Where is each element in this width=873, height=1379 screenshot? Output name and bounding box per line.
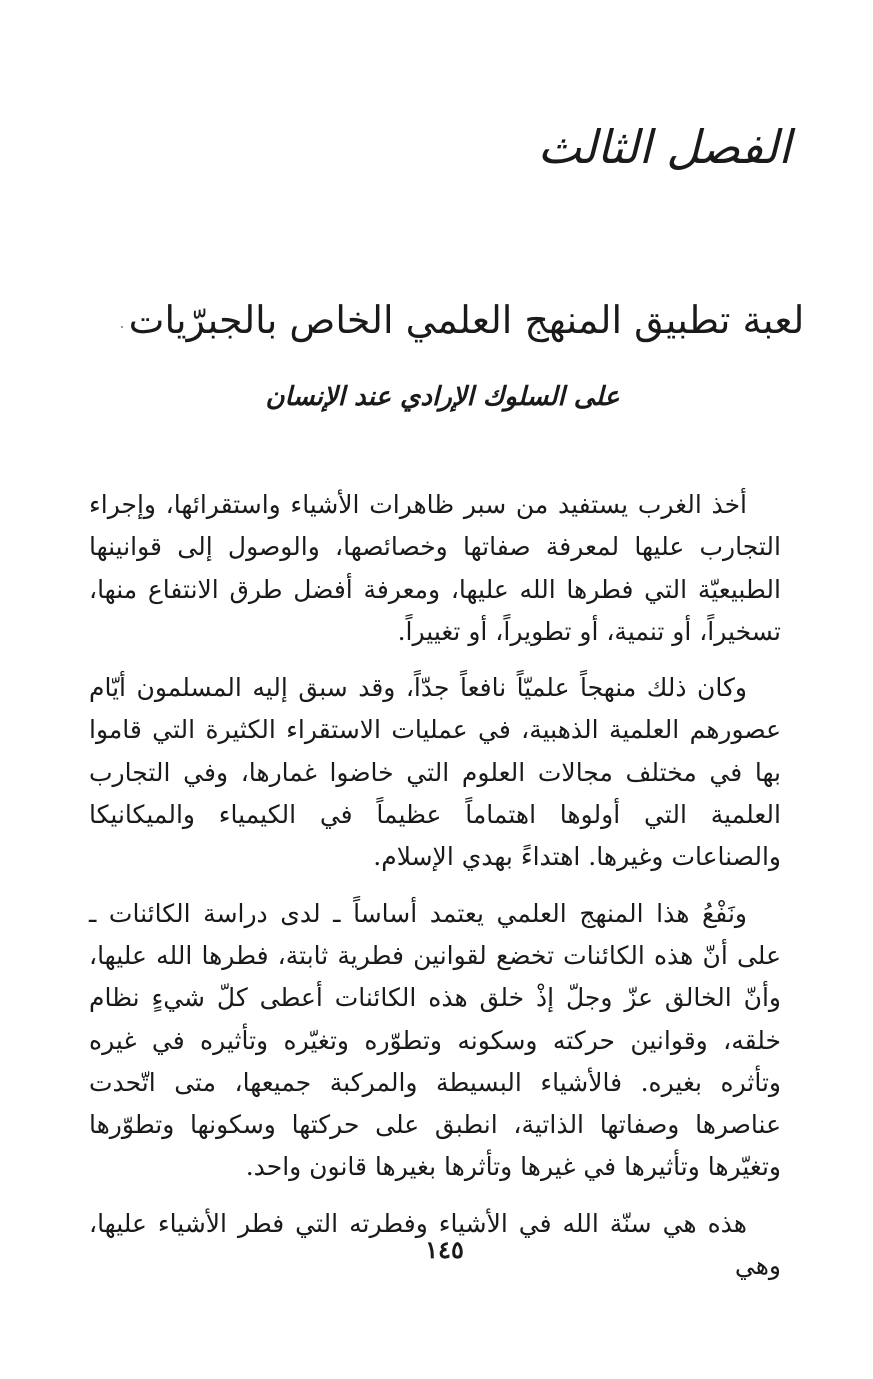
paragraph-3: ونَفْعُ هذا المنهج العلمي يعتمد أساساً ـ لدى دراسة الكائنات ـ على أنّ هذه الكائنات تخضع لقوانين فطرية ثابتة، فطرها الله عليها، وأنّ الخالق عزّ وجلّ إذْ خلق هذه الكائنات أعطى كلّ شيءٍ نظام خلقه، وقوانين حركته وسكونه وتطوّره وتغيّره وتأثيره في غيره وتأثره بغيره. فالأشياء البسيطة والمركبة جميعها، متى اتّحدت عناصرها وصفاتها الذاتية، انطبق على حركتها وسكونها وتطوّرها وتغيّرها وتأثيرها في غيرها وتأثرها بغيرها قانون واحد. bbox=[89, 898, 781, 1182]
paragraph-1: أخذ الغرب يستفيد من سبر ظاهرات الأشياء واستقرائها، وإجراء التجارب عليها لمعرفة صفاتها وخصائصها، والوصول إلى قوانينها الطبيعيّة التي فطرها الله عليها، ومعرفة أفضل طرق الانتفاع منها، تسخيراً، أو تنمية، أو تطويراً، أو تغييراً. bbox=[89, 490, 781, 646]
ink-dot bbox=[121, 326, 123, 328]
chapter-heading: الفصل الثالث bbox=[537, 120, 791, 174]
body-text bbox=[89, 484, 781, 1301]
paragraph-2: وكان ذلك منهجاً علميّاً نافعاً جدّاً، وقد سبق إليه المسلمون أيّام عصورهم العلمية الذهبية، في عمليات الاستقراء الكثيرة التي قاموا بها في مختلف مجالات العلوم التي خاضوا غمارها، وفي التجارب العلمية التي أولوها اهتماماً عظيماً في الكيمياء والميكانيكا والصناعات وغيرها. اهتداءً بهدي الإسلام. bbox=[89, 673, 781, 872]
page-number: ١٤٥ bbox=[425, 1235, 464, 1264]
paragraph-4: هذه هي سنّة الله في الأشياء وفطرته التي فطر الأشياء عليها، وهي bbox=[89, 1208, 781, 1281]
chapter-subtitle: على السلوك الإرادي عند الإنسان bbox=[265, 382, 620, 412]
chapter-title: لعبة تطبيق المنهج العلمي الخاص بالجبرّيات bbox=[128, 298, 805, 342]
